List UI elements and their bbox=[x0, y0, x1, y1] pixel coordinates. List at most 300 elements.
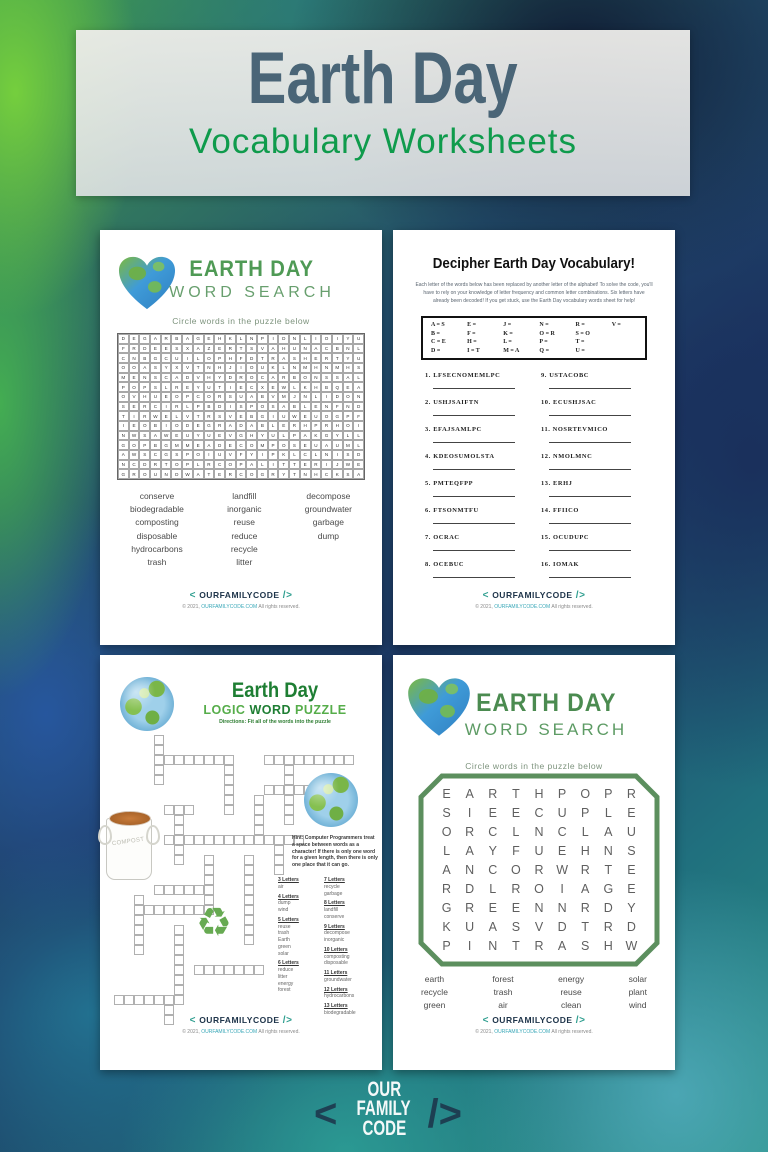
grid-letter: P bbox=[557, 786, 567, 801]
grid-letter: R bbox=[580, 862, 590, 877]
crossword-cell bbox=[284, 795, 294, 805]
grid-letter: L bbox=[161, 382, 172, 392]
grid-letter: S bbox=[343, 450, 354, 460]
grid-letter: L bbox=[353, 373, 364, 383]
answer-line bbox=[433, 388, 515, 389]
grid-letter: Y bbox=[343, 353, 354, 363]
crossword-cell bbox=[244, 865, 254, 875]
answer-line bbox=[549, 496, 631, 497]
letter-group-word: landfill bbox=[324, 907, 339, 913]
grid-letter: G bbox=[441, 901, 452, 916]
grid-letter: R bbox=[161, 334, 172, 344]
cipher-word: 15. OCUDUPC bbox=[541, 534, 590, 541]
logo-right-bracket: /> bbox=[427, 1092, 462, 1136]
grid-letter: N bbox=[488, 939, 498, 954]
grid-letter: A bbox=[193, 344, 204, 354]
worksheet-footer bbox=[393, 1015, 675, 1035]
letter-group-word: decompose bbox=[324, 930, 350, 937]
grid-letter: V bbox=[193, 373, 204, 383]
grid-letter: U bbox=[150, 469, 161, 479]
grid-letter: C bbox=[321, 469, 332, 479]
grid-letter: L bbox=[193, 353, 204, 363]
letter-group-heading: 5 Letters bbox=[278, 916, 299, 923]
worksheet-footer bbox=[393, 590, 675, 610]
crossword-cell bbox=[224, 765, 234, 775]
answer-line bbox=[549, 388, 631, 389]
grid-letter: U bbox=[236, 392, 247, 402]
grid-letter: O bbox=[129, 363, 140, 373]
answer-line bbox=[433, 523, 515, 524]
grid-letter: Y bbox=[193, 382, 204, 392]
worksheet-title: EARTH DAY bbox=[475, 689, 617, 717]
grid-letter: P bbox=[182, 450, 193, 460]
grid-letter: S bbox=[236, 402, 247, 412]
grid-letter: C bbox=[161, 373, 172, 383]
crossword-cell bbox=[244, 905, 254, 915]
cipher-key-entry: J = bbox=[503, 322, 512, 329]
cipher-item bbox=[541, 453, 651, 480]
grid-letter: R bbox=[236, 373, 247, 383]
cipher-item bbox=[425, 372, 529, 399]
cipher-item bbox=[425, 426, 529, 453]
grid-letter: S bbox=[268, 402, 279, 412]
letter-group-word: hydrocarbons bbox=[324, 993, 355, 1000]
letter-group bbox=[324, 970, 378, 984]
crossword-cell bbox=[134, 925, 144, 935]
grid-letter: G bbox=[603, 882, 614, 897]
grid-letter: H bbox=[246, 431, 257, 441]
grid-letter: O bbox=[257, 402, 268, 412]
grid-letter: J bbox=[332, 460, 343, 470]
grid-letter: L bbox=[581, 824, 589, 839]
crossword-cell bbox=[204, 875, 214, 885]
grid-letter: V bbox=[129, 392, 140, 402]
word-list-column bbox=[305, 490, 352, 569]
crossword-cell bbox=[174, 905, 184, 915]
grid-letter: P bbox=[118, 382, 129, 392]
grid-letter: F bbox=[332, 402, 343, 412]
grid-letter: V bbox=[268, 392, 279, 402]
grid-letter: Q bbox=[332, 382, 343, 392]
worksheet-instructions: Circle words in the puzzle below bbox=[465, 761, 603, 771]
grid-letter: E bbox=[129, 373, 140, 383]
grid-letter: E bbox=[557, 843, 567, 858]
grid-letter: F bbox=[236, 450, 247, 460]
answer-line bbox=[433, 550, 515, 551]
crossword-cell bbox=[194, 965, 204, 975]
grid-letter: C bbox=[246, 382, 257, 392]
grid-letter: H bbox=[311, 469, 322, 479]
grid-letter: C bbox=[118, 353, 129, 363]
grid-letter: N bbox=[118, 431, 129, 441]
logo-left-bracket: < bbox=[314, 1092, 338, 1136]
crossword-cell bbox=[154, 755, 164, 765]
cipher-key-entry: H = bbox=[467, 339, 477, 346]
crossword-cell bbox=[174, 955, 184, 965]
grid-letter: N bbox=[465, 862, 475, 877]
crossword-cell bbox=[204, 965, 214, 975]
grid-letter: W bbox=[343, 460, 354, 470]
crossword-cell bbox=[274, 865, 284, 875]
grid-letter: E bbox=[225, 440, 236, 450]
crossword-cell bbox=[164, 995, 174, 1005]
grid-letter: C bbox=[257, 373, 268, 383]
grid-letter: V bbox=[182, 411, 193, 421]
crossword-cell bbox=[194, 755, 204, 765]
grid-letter: A bbox=[268, 344, 279, 354]
compost-bucket-body bbox=[106, 818, 152, 880]
crossword-cell bbox=[154, 735, 164, 745]
grid-letter: E bbox=[300, 460, 311, 470]
grid-letter: D bbox=[278, 334, 289, 344]
grid-letter: A bbox=[581, 882, 590, 897]
crossword-cell bbox=[164, 1005, 174, 1015]
grid-letter: C bbox=[534, 805, 544, 820]
grid-letter: N bbox=[300, 469, 311, 479]
grid-letter: R bbox=[129, 344, 140, 354]
crossword-cell bbox=[324, 755, 334, 765]
grid-letter: E bbox=[236, 382, 247, 392]
grid-letter: S bbox=[321, 373, 332, 383]
crossword-cell bbox=[134, 895, 144, 905]
crossword-cell bbox=[164, 905, 174, 915]
grid-letter: P bbox=[343, 411, 354, 421]
word-list-item: garbage bbox=[312, 517, 344, 528]
letter-group-heading: 3 Letters bbox=[278, 877, 299, 883]
answer-line bbox=[549, 523, 631, 524]
grid-letter: O bbox=[225, 460, 236, 470]
grid-letter: L bbox=[236, 334, 247, 344]
grid-letter: V bbox=[225, 431, 236, 441]
grid-letter: Y bbox=[488, 843, 497, 858]
grid-letter: L bbox=[353, 344, 364, 354]
cipher-key-entry: T = bbox=[575, 339, 585, 346]
letter-group-word: dump bbox=[278, 900, 291, 907]
copyright-link: OURFAMILYCODE.COM bbox=[201, 1029, 258, 1035]
grid-letter: C bbox=[129, 460, 140, 470]
grid-letter: R bbox=[171, 382, 182, 392]
letter-group-word: Earth bbox=[278, 937, 290, 943]
grid-letter: D bbox=[353, 402, 364, 412]
footer-brand bbox=[393, 590, 675, 601]
grid-letter: G bbox=[118, 440, 129, 450]
grid-letter: U bbox=[557, 805, 567, 820]
grid-letter: N bbox=[603, 843, 613, 858]
crossword-cell bbox=[174, 755, 184, 765]
grid-letter: T bbox=[204, 469, 215, 479]
crossword-cell bbox=[154, 745, 164, 755]
crossword-cell bbox=[224, 785, 234, 795]
grid-letter: P bbox=[257, 334, 268, 344]
grid-letter: E bbox=[214, 344, 225, 354]
answer-line bbox=[433, 469, 515, 470]
footer-left-bracket: < bbox=[189, 1015, 200, 1026]
crossword-cell bbox=[134, 945, 144, 955]
grid-letter: E bbox=[278, 421, 289, 431]
crossword-cell bbox=[334, 755, 344, 765]
crossword-cell bbox=[244, 915, 254, 925]
cipher-key-entry: P = bbox=[539, 339, 548, 346]
cipher-key-entry: F = bbox=[467, 330, 476, 337]
grid-letter: T bbox=[604, 862, 613, 877]
grid-letter: E bbox=[204, 334, 215, 344]
grid-letter: L bbox=[489, 882, 497, 897]
grid-letter: T bbox=[512, 939, 520, 954]
grid-letter: D bbox=[214, 440, 225, 450]
grid-letter: E bbox=[161, 344, 172, 354]
answer-line bbox=[433, 577, 515, 578]
crossword-cell bbox=[274, 755, 284, 765]
grid-letter: R bbox=[321, 421, 332, 431]
grid-letter: T bbox=[332, 353, 343, 363]
crossword-cell bbox=[284, 755, 294, 765]
grid-letter: N bbox=[289, 363, 300, 373]
grid-letter: N bbox=[300, 344, 311, 354]
cipher-word: 8. OCEBUC bbox=[425, 561, 465, 568]
grid-letter: Y bbox=[214, 373, 225, 383]
answer-line bbox=[549, 469, 631, 470]
worksheet-header bbox=[451, 689, 641, 740]
grid-letter: I bbox=[257, 450, 268, 460]
crossword-cell bbox=[254, 805, 264, 815]
grid-letter: A bbox=[300, 431, 311, 441]
grid-letter: M bbox=[300, 363, 311, 373]
grid-letter: I bbox=[353, 421, 364, 431]
grid-letter: P bbox=[268, 440, 279, 450]
crossword-cell bbox=[174, 985, 184, 995]
cipher-item bbox=[425, 561, 529, 588]
letter-group-word: green bbox=[278, 943, 291, 950]
grid-letter: I bbox=[467, 939, 472, 954]
grid-letter: O bbox=[511, 862, 521, 877]
earth-illustration bbox=[304, 773, 358, 827]
word-list-item: energy bbox=[558, 974, 585, 984]
word-list-item: recycle bbox=[230, 543, 258, 554]
grid-letter: T bbox=[193, 363, 204, 373]
grid-letter: E bbox=[311, 353, 322, 363]
worksheet-subtitle: WORD SEARCH bbox=[169, 284, 335, 301]
cipher-word: 16. IOMAK bbox=[541, 561, 580, 568]
grid-letter: E bbox=[193, 440, 204, 450]
grid-letter: O bbox=[343, 392, 354, 402]
grid-letter: R bbox=[268, 469, 279, 479]
grid-letter: U bbox=[311, 411, 322, 421]
grid-letter: N bbox=[311, 373, 322, 383]
answer-line bbox=[549, 550, 631, 551]
crossword-cell bbox=[134, 935, 144, 945]
grid-letter: P bbox=[182, 460, 193, 470]
compost-bucket-lid bbox=[109, 811, 151, 826]
grid-letter: O bbox=[534, 882, 544, 897]
crossword-cell bbox=[224, 755, 234, 765]
grid-letter: M bbox=[171, 440, 182, 450]
cipher-key-entry: R = bbox=[575, 322, 585, 329]
grid-letter: W bbox=[161, 431, 172, 441]
answer-line bbox=[433, 496, 515, 497]
worksheet-footer bbox=[100, 590, 382, 610]
word-list-item: reuse bbox=[233, 517, 255, 528]
grid-letter: G bbox=[257, 469, 268, 479]
word-list-column bbox=[558, 973, 584, 1013]
crossword-cell bbox=[284, 805, 294, 815]
worksheet-instructions: Each letter of the words below has been replaced by another letter of the alphabet! To solve the code, you'll have to rely on your knowledge of letter frequency and common letter combinations. Six letters have already been decoded! If you get stuck, use the Earth Day vocabulary words sheet for help! bbox=[415, 282, 653, 304]
crossword-cell bbox=[184, 805, 194, 815]
grid-letter: U bbox=[534, 843, 544, 858]
word-list-item: plant bbox=[628, 987, 647, 998]
copyright-prefix: © 2021, bbox=[182, 1029, 202, 1035]
word-list-item: conserve bbox=[139, 491, 175, 501]
worksheet-title: Decipher Earth Day Vocabulary! bbox=[432, 256, 636, 272]
grid-letter: N bbox=[321, 402, 332, 412]
letter-group bbox=[278, 877, 320, 891]
grid-letter: H bbox=[225, 353, 236, 363]
grid-letter: E bbox=[300, 440, 311, 450]
cipher-key-entry: K = bbox=[503, 330, 513, 337]
grid-letter: W bbox=[182, 469, 193, 479]
grid-letter: E bbox=[442, 786, 451, 801]
crossword-cell bbox=[244, 885, 254, 895]
grid-letter: N bbox=[353, 392, 364, 402]
crossword-cell bbox=[274, 845, 284, 855]
grid-letter: S bbox=[171, 344, 182, 354]
grid-letter: L bbox=[512, 824, 520, 839]
worksheet-logic-puzzle bbox=[100, 655, 382, 1070]
footer-copyright bbox=[100, 1029, 382, 1035]
grid-letter: I bbox=[225, 402, 236, 412]
grid-letter: I bbox=[332, 334, 343, 344]
crossword-cell bbox=[244, 875, 254, 885]
grid-letter: X bbox=[257, 382, 268, 392]
grid-letter: K bbox=[332, 469, 343, 479]
letter-group-heading: 6 Letters bbox=[278, 960, 299, 967]
grid-letter: G bbox=[139, 334, 150, 344]
worksheet-subtitle: WORD SEARCH bbox=[464, 720, 628, 739]
letter-group-word: energy bbox=[278, 980, 294, 987]
grid-letter: G bbox=[161, 440, 172, 450]
crossword-cell bbox=[274, 835, 284, 845]
crossword-cell bbox=[224, 965, 234, 975]
grid-letter: T bbox=[193, 411, 204, 421]
letter-group-heading: 11 Letters bbox=[324, 970, 348, 976]
grid-letter: T bbox=[289, 460, 300, 470]
word-list-item: hydrocarbons bbox=[131, 543, 183, 554]
grid-letter: A bbox=[465, 786, 474, 801]
grid-letter: D bbox=[118, 334, 129, 344]
grid-letter: S bbox=[581, 939, 590, 954]
letter-group-heading: 9 Letters bbox=[324, 923, 345, 930]
grid-letter: R bbox=[488, 786, 498, 801]
copyright-link: OURFAMILYCODE.COM bbox=[494, 604, 551, 610]
grid-letter: E bbox=[511, 805, 521, 820]
grid-letter: U bbox=[171, 353, 182, 363]
letter-group bbox=[278, 960, 320, 994]
grid-letter: W bbox=[556, 862, 568, 877]
crossword-cell bbox=[254, 795, 264, 805]
grid-letter: O bbox=[204, 353, 215, 363]
cipher-word: 4. KDEOSUMOLSTA bbox=[425, 453, 495, 460]
word-list-item: disposable bbox=[136, 530, 178, 541]
grid-letter: R bbox=[626, 786, 636, 801]
footer-left-bracket: < bbox=[482, 1015, 493, 1026]
cipher-word: 11. NOSRTEVMICO bbox=[541, 426, 609, 433]
word-list-item: earth bbox=[424, 974, 445, 984]
word-list-item: clean bbox=[560, 1000, 582, 1011]
word-search-grid bbox=[435, 784, 643, 956]
word-list-item: groundwater bbox=[304, 504, 352, 515]
grid-letter: H bbox=[214, 334, 225, 344]
crossword-cell bbox=[194, 835, 204, 845]
grid-letter: E bbox=[627, 862, 636, 877]
grid-letter: N bbox=[300, 392, 311, 402]
grid-letter: F bbox=[353, 411, 364, 421]
crossword-cell bbox=[234, 835, 244, 845]
grid-letter: E bbox=[300, 411, 311, 421]
grid-letter: R bbox=[268, 353, 279, 363]
footer-right-bracket: /> bbox=[279, 590, 293, 601]
crossword-cell bbox=[174, 965, 184, 975]
grid-letter: B bbox=[150, 440, 161, 450]
footer-brand-text: OURFAMILYCODE bbox=[199, 1015, 280, 1025]
grid-letter: C bbox=[236, 469, 247, 479]
grid-letter: A bbox=[353, 469, 364, 479]
grid-letter: P bbox=[139, 440, 150, 450]
grid-letter: A bbox=[442, 862, 451, 877]
grid-letter: U bbox=[353, 334, 364, 344]
page-subtitle: Vocabulary Worksheets bbox=[188, 122, 578, 161]
grid-letter: T bbox=[278, 460, 289, 470]
grid-letter: H bbox=[278, 344, 289, 354]
crossword-cell bbox=[224, 805, 234, 815]
grid-letter: D bbox=[353, 450, 364, 460]
grid-letter: S bbox=[139, 450, 150, 460]
cipher-word: 9. USTACOBC bbox=[541, 372, 590, 379]
grid-letter: N bbox=[129, 353, 140, 363]
grid-letter: S bbox=[289, 353, 300, 363]
crossword-cell bbox=[164, 755, 174, 765]
grid-letter: L bbox=[311, 392, 322, 402]
grid-letter: I bbox=[332, 450, 343, 460]
letter-group-heading: 13 Letters bbox=[324, 1003, 348, 1009]
cipher-key-entry: B = bbox=[431, 330, 440, 337]
grid-letter: O bbox=[246, 440, 257, 450]
grid-letter: M bbox=[343, 440, 354, 450]
grid-letter: O bbox=[171, 421, 182, 431]
letter-group-word: biodegradable bbox=[324, 1009, 356, 1016]
word-list bbox=[421, 973, 647, 1013]
grid-letter: B bbox=[289, 373, 300, 383]
grid-letter: E bbox=[343, 382, 354, 392]
subtitle-part: LOGIC bbox=[203, 703, 246, 717]
grid-letter: Y bbox=[343, 334, 354, 344]
word-list-item: composting bbox=[135, 517, 179, 528]
letter-group-word: groundwater bbox=[324, 976, 352, 983]
grid-letter: L bbox=[353, 440, 364, 450]
grid-letter: I bbox=[225, 382, 236, 392]
grid-letter: C bbox=[236, 440, 247, 450]
cipher-key-entry: D = bbox=[431, 347, 441, 354]
word-list-column bbox=[227, 490, 262, 569]
grid-letter: H bbox=[343, 363, 354, 373]
grid-letter: R bbox=[139, 402, 150, 412]
answer-line bbox=[549, 415, 631, 416]
grid-letter: I bbox=[560, 882, 564, 897]
grid-letter: L bbox=[343, 431, 354, 441]
cipher-item bbox=[425, 480, 529, 507]
letter-group-word: recycle bbox=[324, 883, 340, 890]
grid-letter: I bbox=[182, 353, 193, 363]
crossword-cell bbox=[244, 835, 254, 845]
word-list-item: litter bbox=[236, 556, 253, 567]
